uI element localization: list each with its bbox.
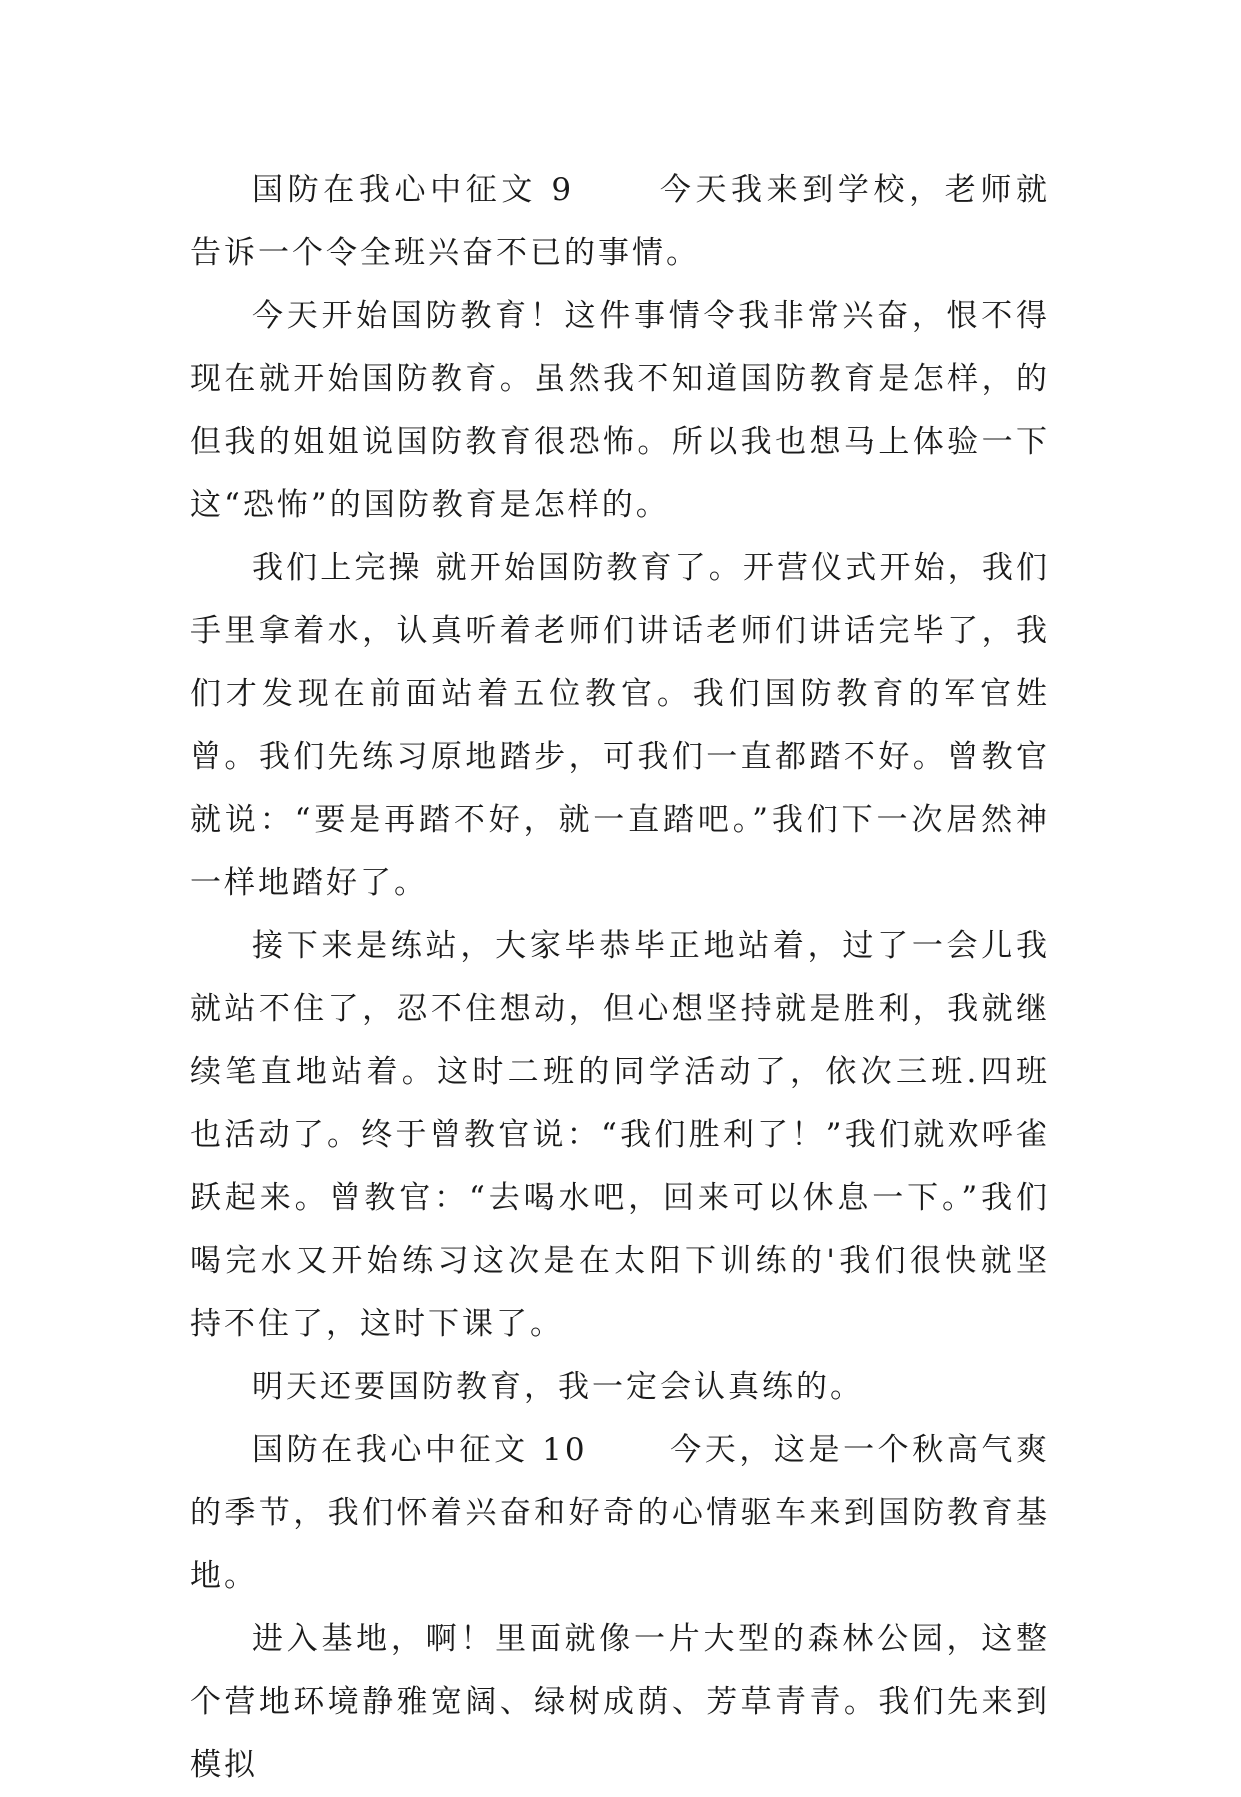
paragraph-tomorrow: 明天还要国防教育，我一定会认真练的。 bbox=[252, 1369, 864, 1405]
paragraph-standing-practice: 接下来是练站，大家毕恭毕正地站着，过了一会儿我就站不住了，忍不住想动，但心想坚持就是胜利，我就继续笔直地站着。这时二班的同学活动了，依次三班.四班也活动了。终于曾教官说：“我们胜利了！”我们就欢呼雀跃起来。曾教官：“去喝水吧，回来可以休息一下。”我们喝完水又开始练习这次是在太阳下训练的'我们很快就坚持不住了，这时下课了。 bbox=[190, 928, 1050, 1342]
paragraph-essay-9-opening: 国防在我心中征文 9 今天我来到学校，老师就 告诉一个令全班兴奋不已的事情。 bbox=[190, 172, 1063, 271]
paragraph-entering-base: 进入基地，啊！里面就像一片大型的森林公园，这整个营地环境静雅宽阔、绿树成荫、芳草青青。我们先来到模拟 bbox=[190, 1621, 1050, 1783]
document-body bbox=[190, 159, 1063, 1797]
paragraph-marching-practice: 我们上完操 就开始国防教育了。开营仪式开始，我们手里拿着水，认真听着老师们讲话老师们讲话完毕了，我们才发现在前面站着五位教官。我们国防教育的军官姓曾。我们先练习原地踏步，可我们一直都踏不好。曾教官就说：“要是再踏不好，就一直踏吧。”我们下一次居然神一样地踏好了。 bbox=[190, 550, 1050, 901]
paragraph-defense-education-start: 今天开始国防教育！这件事情令我非常兴奋，恨不得现在就开始国防教育。虽然我不知道国防教育是怎样，的但我的姐姐说国防教育很恐怖。所以我也想马上体验一下这“恐怖”的国防教育是怎样的。 bbox=[190, 298, 1050, 523]
paragraph-essay-10-opening: 国防在我心中征文 10 今天，这是一个秋高气爽的季节，我们怀着兴奋和好奇的心情驱车来到国防教育基地。 bbox=[190, 1432, 1050, 1594]
